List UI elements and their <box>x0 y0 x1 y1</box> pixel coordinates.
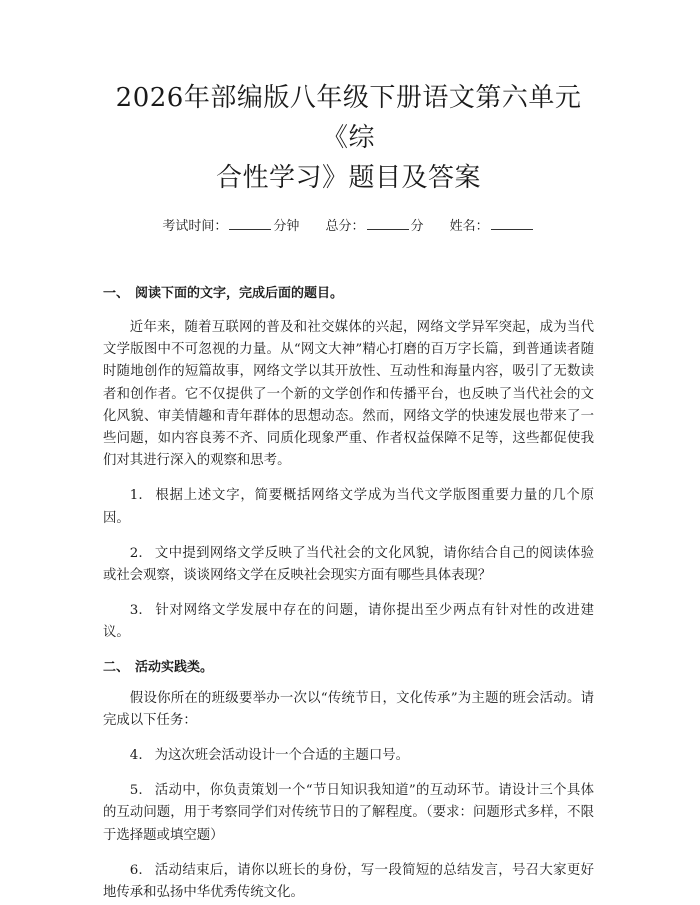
activity-intro: 假设你所在的班级要举办一次以“传统节日，文化传承”为主题的班会活动。请完成以下任务： <box>103 690 594 728</box>
section-heading-text: 阅读下面的文字，完成后面的题目。 <box>135 286 344 301</box>
exam-score-unit: 分 <box>410 219 424 234</box>
reading-passage: 近年来，随着互联网的普及和社交媒体的兴起，网络文学异军突起，成为当代文学版图中不可忽视的力量。从“网文大神”精心打磨的百万字长篇，到普通读者随时随地创作的短篇故事，网络文学以其开放性、互动性和海量内容，吸引了无数读者和创作者。它不仅提供了一个新的文学创作和传播平台，也反映了当代社会的文化风貌、审美情趣和青年群体的思想动态。然而，网络文学的快速发展也带来了一些问题，如内容良莠不齐、同质化现象严重、作者权益保障不足等，这些都促使我们对其进行深入的观察和思考。 <box>103 320 594 469</box>
exam-name <box>450 216 535 237</box>
exam-score-blank <box>367 216 409 230</box>
question-text: 针对网络文学发展中存在的问题，请你提出至少两点有针对性的改进建议。 <box>103 603 594 641</box>
exam-info-bar <box>103 216 594 237</box>
question-1 <box>103 485 594 529</box>
exam-score-label: 总分： <box>325 219 365 234</box>
section-number: 一、 <box>103 286 130 301</box>
question-2 <box>103 543 594 587</box>
question-text: 为这次班会活动设计一个合适的主题口号。 <box>154 748 409 764</box>
question-3 <box>103 600 594 644</box>
title-line-1: 2026年部编版八年级下册语文第六单元《综 <box>115 83 582 153</box>
exam-time <box>162 216 299 237</box>
question-number: 3. <box>129 603 143 619</box>
question-number: 6. <box>129 862 143 878</box>
question-text: 活动结束后，请你以班长的身份，写一段简短的总结发言，号召大家更好地传承和弘扬中华优秀传统文化。 <box>103 862 594 901</box>
question-number: 5. <box>129 783 143 799</box>
section-number: 二、 <box>103 659 130 675</box>
question-number: 4. <box>129 748 143 764</box>
section-heading-2 <box>103 657 594 679</box>
title-line-2: 合性学习》题目及答案 <box>215 163 481 193</box>
exam-time-unit: 分钟 <box>273 219 300 234</box>
question-text: 活动中，你负责策划一个“节日知识我知道”的互动环节。请设计三个具体的互动问题，用于考察同学们对传统节日的了解程度。（要求：问题形式多样，不限于选择题或填空题） <box>103 783 594 843</box>
exam-time-blank <box>229 216 271 230</box>
exam-time-label: 考试时间： <box>162 219 228 234</box>
question-6 <box>103 860 594 904</box>
question-4 <box>103 745 594 767</box>
question-5 <box>103 780 594 847</box>
section-heading-text: 活动实践类。 <box>135 659 214 675</box>
question-text: 文中提到网络文学反映了当代社会的文化风貌，请你结合自己的阅读体验或社会观察，谈谈网络文学在反映社会现实方面有哪些具体表现？ <box>103 545 594 584</box>
exam-name-blank <box>491 216 533 230</box>
question-number: 1. <box>129 488 143 504</box>
document-title <box>103 78 594 198</box>
question-number: 2. <box>129 545 143 561</box>
exam-score <box>325 216 423 237</box>
section-heading-1 <box>103 283 594 305</box>
question-text: 根据上述文字，简要概括网络文学成为当代文学版图重要力量的几个原因。 <box>103 488 594 526</box>
exam-name-label: 姓名： <box>449 219 489 234</box>
